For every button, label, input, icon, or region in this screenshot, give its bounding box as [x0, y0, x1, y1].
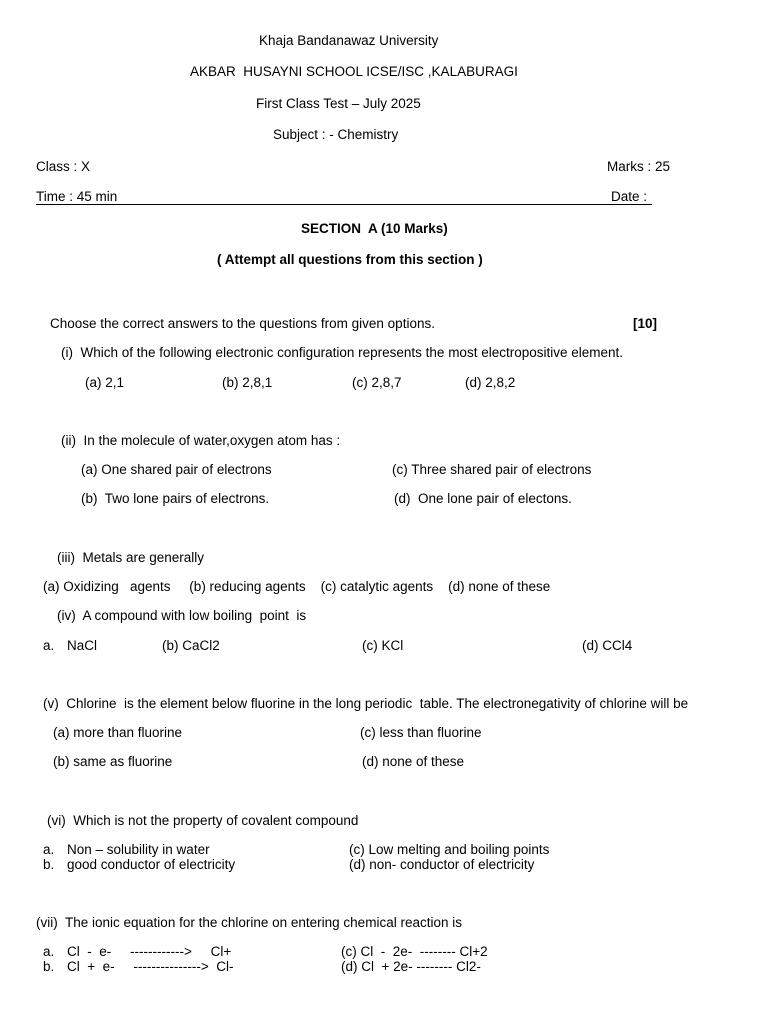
q7-option-a-marker: a.	[43, 944, 55, 959]
question-2-text: (ii) In the molecule of water,oxygen atom has :	[61, 433, 341, 448]
question-4-text: (iv) A compound with low boiling point is	[57, 608, 307, 623]
q4-option-c: (c) KCl	[362, 638, 404, 653]
school-name: AKBAR HUSAYNI SCHOOL ICSE/ISC ,KALABURAGI	[190, 64, 518, 79]
section-prompt-marks: [10]	[633, 316, 658, 331]
date-label: Date :	[611, 189, 648, 204]
q5-option-c: (c) less than fluorine	[360, 725, 482, 740]
q6-option-a: Non – solubility in water	[67, 842, 210, 857]
q4-option-b: (b) CaCl2	[162, 638, 220, 653]
q4-option-d: (d) CCl4	[582, 638, 633, 653]
q7-option-c: (c) Cl - 2e- -------- Cl+2	[341, 944, 488, 959]
q5-option-a: (a) more than fluorine	[53, 725, 183, 740]
q6-option-c: (c) Low melting and boiling points	[349, 842, 550, 857]
q3-options: (a) Oxidizing agents (b) reducing agents (c) catalytic agents (d) none of these	[43, 579, 551, 594]
question-1-text: (i) Which of the following electronic configuration represents the most electropositive element.	[61, 345, 624, 360]
q6-option-b: good conductor of electricity	[67, 857, 236, 872]
section-instruction: ( Attempt all questions from this section )	[217, 252, 483, 267]
q6-option-b-marker: b.	[43, 857, 55, 872]
section-title: SECTION A (10 Marks)	[301, 221, 448, 236]
question-5-text: (v) Chlorine is the element below fluorine in the long periodic table. The electronegativity of chlorine will be	[43, 696, 689, 711]
q5-option-d: (d) none of these	[362, 754, 465, 769]
q4-option-a-marker: a.	[43, 638, 55, 653]
q7-option-d: (d) Cl + 2e- -------- Cl2-	[341, 959, 481, 974]
time-label: Time : 45 min	[36, 189, 118, 204]
class-label: Class : X	[36, 159, 91, 174]
q1-option-b: (b) 2,8,1	[222, 375, 273, 390]
marks-label: Marks : 25	[607, 159, 671, 174]
subject-line: Subject : - Chemistry	[273, 127, 399, 142]
q5-option-b: (b) same as fluorine	[53, 754, 173, 769]
university-name: Khaja Bandanawaz University	[259, 33, 439, 48]
q2-option-a: (a) One shared pair of electrons	[81, 462, 272, 477]
q2-option-d: (d) One lone pair of electons.	[394, 491, 572, 506]
q4-option-a: NaCl	[67, 638, 98, 653]
q7-option-b: Cl + e- ---------------> Cl-	[67, 959, 234, 974]
test-title: First Class Test – July 2025	[256, 96, 421, 111]
q7-option-b-marker: b.	[43, 959, 55, 974]
section-prompt: Choose the correct answers to the questions from given options.	[50, 316, 435, 331]
q2-option-c: (c) Three shared pair of electrons	[392, 462, 592, 477]
q1-option-a: (a) 2,1	[85, 375, 125, 390]
q7-option-a: Cl - e- ------------> Cl+	[67, 944, 232, 959]
question-6-text: (vi) Which is not the property of covalent compound	[47, 813, 359, 828]
question-7-text: (vii) The ionic equation for the chlorine on entering chemical reaction is	[36, 915, 462, 930]
q6-option-d: (d) non- conductor of electricity	[349, 857, 535, 872]
question-3-text: (iii) Metals are generally	[57, 550, 205, 565]
q1-option-c: (c) 2,8,7	[352, 375, 402, 390]
header-divider	[36, 204, 652, 205]
q6-option-a-marker: a.	[43, 842, 55, 857]
q1-option-d: (d) 2,8,2	[465, 375, 516, 390]
q2-option-b: (b) Two lone pairs of electrons.	[81, 491, 270, 506]
